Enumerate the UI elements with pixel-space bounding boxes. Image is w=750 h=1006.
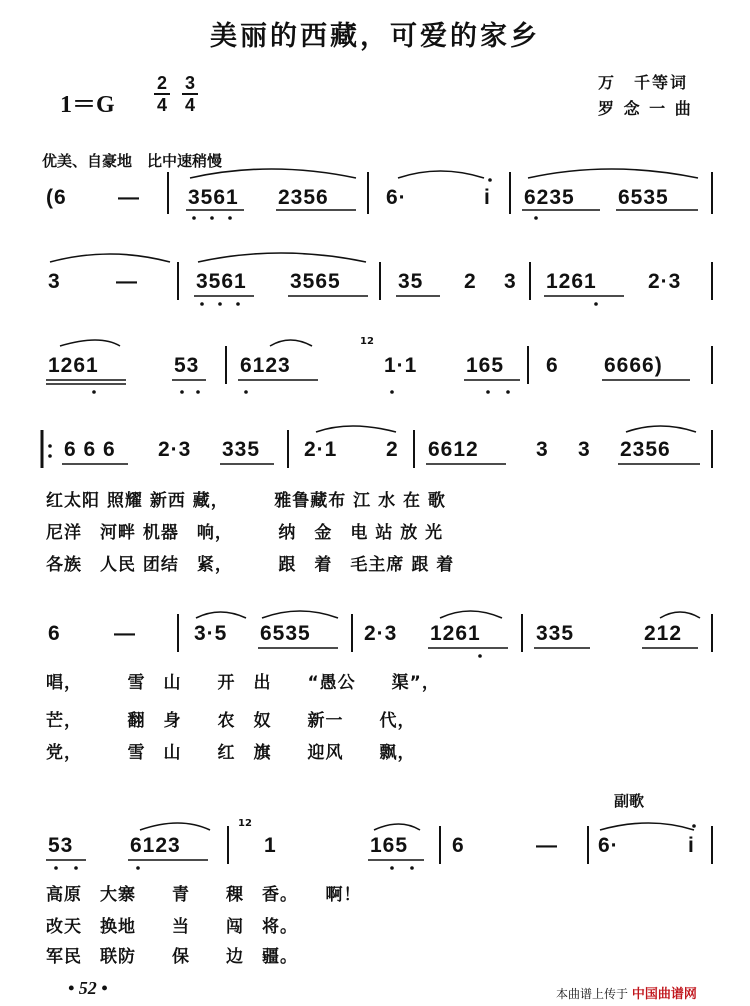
note-group: 1 bbox=[264, 834, 277, 857]
note-group: 6· bbox=[386, 186, 407, 209]
note-group: 165 bbox=[370, 834, 409, 857]
note-group: i bbox=[688, 834, 695, 857]
note-group: 53 bbox=[174, 354, 200, 377]
meter-3-4: 3 4 bbox=[180, 74, 200, 114]
note-group: 1·1 bbox=[384, 354, 418, 377]
note-group: 2 bbox=[464, 270, 477, 293]
lyric-line: 各族 人民 团结 紧， 跟 着 毛主席 跟 着 bbox=[46, 555, 455, 575]
lyric-line: 改天 换地 当 闯 将。 bbox=[46, 917, 298, 937]
note-group: 3561 bbox=[188, 186, 239, 209]
note-group: 2·3 bbox=[158, 438, 192, 461]
lyric-line: 尼洋 河畔 机器 响， 纳 金 电 站 放 光 bbox=[46, 523, 444, 543]
note-group: 6535 bbox=[260, 622, 311, 645]
note-group: 3 bbox=[536, 438, 549, 461]
note-group: 212 bbox=[644, 622, 683, 645]
note-group: 1261 bbox=[48, 354, 99, 377]
note-group: 35 bbox=[398, 270, 424, 293]
chorus-label: 副歌 bbox=[614, 792, 645, 810]
note-group: 6 bbox=[452, 834, 465, 857]
composer-credit: 罗 念 一 曲 bbox=[598, 99, 693, 118]
tempo-change-mark: 12 bbox=[360, 336, 374, 347]
note-group: 2356 bbox=[620, 438, 671, 461]
note-group: 6535 bbox=[618, 186, 669, 209]
note-group: 3 bbox=[504, 270, 517, 293]
note-group: 3·5 bbox=[194, 622, 228, 645]
note-group: 6123 bbox=[130, 834, 181, 857]
note-group: 6 6 6 bbox=[64, 438, 116, 461]
note-group: 1261 bbox=[546, 270, 597, 293]
note-group: 6 bbox=[48, 622, 61, 645]
note-group: 6 bbox=[546, 354, 559, 377]
note-group: 3561 bbox=[196, 270, 247, 293]
note-group: 2356 bbox=[278, 186, 329, 209]
note-group: 3 bbox=[48, 270, 61, 293]
note-group: 6· bbox=[598, 834, 619, 857]
note-group: i bbox=[484, 186, 491, 209]
note-group: 6123 bbox=[240, 354, 291, 377]
note-group: 165 bbox=[466, 354, 505, 377]
note-group: 2·3 bbox=[364, 622, 398, 645]
footer-note: 本曲谱上传于 中国曲谱网 bbox=[556, 987, 697, 1002]
note-group: 3565 bbox=[290, 270, 341, 293]
lyric-line: 红太阳 照耀 新西 藏， 雅鲁藏布 江 水 在 歌 bbox=[46, 491, 446, 511]
note-group: 6235 bbox=[524, 186, 575, 209]
lyric-line: 党， 雪 山 红 旗 迎风 飘， bbox=[46, 743, 416, 763]
note-group: (6 bbox=[46, 186, 67, 209]
note-group: 6612 bbox=[428, 438, 479, 461]
note-group: 335 bbox=[536, 622, 575, 645]
note-group: 53 bbox=[48, 834, 74, 857]
lyric-line: 高原 大寨 青 稞 香。 啊！ bbox=[46, 885, 362, 905]
note-group: 2·3 bbox=[648, 270, 682, 293]
note-group: — bbox=[536, 834, 558, 857]
song-title: 美丽的西藏，可爱的家乡 bbox=[210, 21, 540, 52]
note-group: — bbox=[114, 622, 136, 645]
page-number: • 52 • bbox=[68, 978, 108, 998]
lyric-line: 军民 联防 保 边 疆。 bbox=[46, 947, 298, 967]
meter-2-4: 2 4 bbox=[152, 74, 172, 114]
note-group: 2·1 bbox=[304, 438, 338, 461]
key-signature: 1＝G bbox=[60, 92, 115, 118]
lyric-line: 唱， 雪 山 开 出 “愚公 渠”， bbox=[46, 673, 440, 693]
note-group: 2 bbox=[386, 438, 399, 461]
site-logo: 中国曲谱网 bbox=[631, 987, 697, 1002]
tempo-marking: 优美、自豪地 比中速稍慢 bbox=[42, 152, 223, 170]
note-group: 1261 bbox=[430, 622, 481, 645]
note-group: 6666) bbox=[604, 354, 663, 377]
note-group: — bbox=[118, 186, 140, 209]
note-group: 3 bbox=[578, 438, 591, 461]
tempo-change-mark-2: 12 bbox=[238, 818, 252, 829]
lyricist-credit: 万 千等词 bbox=[598, 73, 689, 92]
note-group: — bbox=[116, 270, 138, 293]
lyric-line: 芒， 翻 身 农 奴 新一 代， bbox=[46, 711, 416, 731]
note-group: 335 bbox=[222, 438, 261, 461]
